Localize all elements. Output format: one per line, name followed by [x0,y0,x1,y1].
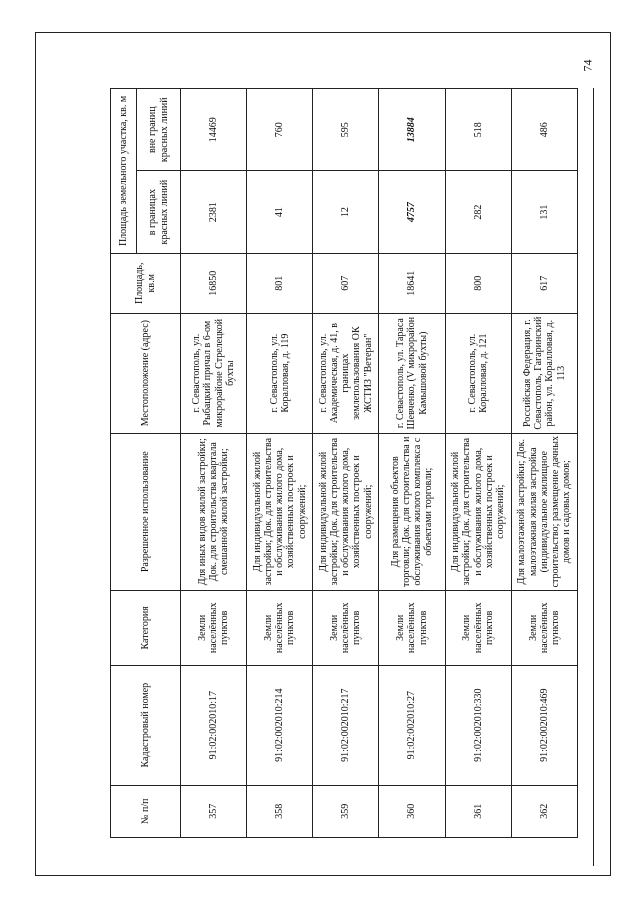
cell-cadastral: 91:02:002010:217 [313,665,379,785]
cell-within: 12 [313,171,379,253]
header-area: Площадь, кв.м [111,253,181,313]
header-num: № п/п [111,785,181,837]
cell-location: Российская Федерация, г. Севастополь, Гагаринский район, ул. Коралловая, д. 113 [511,313,577,433]
header-usage: Разрешенное использование [111,433,181,590]
cell-category: Земли населённых пунктов [313,590,379,665]
cell-usage: Для размещения объектов торговли; Док. для строительства и обслуживания жилого комплекса с объектами торговли; [379,433,445,590]
cell-cadastral: 91:02:002010:17 [181,665,247,785]
table-row [379,89,445,838]
cell-area: 800 [445,253,511,313]
cell-cadastral: 91:02:002010:214 [247,665,313,785]
cell-num: 362 [511,785,577,837]
cell-usage: Для малоэтажной застройки; Док. малоэтажная жилая застройка (индивидуальное жилищное строительство; размещение дачных домов и садовых домов; [511,433,577,590]
cell-usage: Для иных видов жилой застройки; Док. для строительства квартала смешанной жилой застройки; [181,433,247,590]
cell-cadastral: 91:02:002010:330 [445,665,511,785]
cell-category: Земли населённых пунктов [445,590,511,665]
header-location: Местоположение (адрес) [111,313,181,433]
cell-outside: 14469 [181,89,247,171]
cell-area: 16850 [181,253,247,313]
cell-cadastral: 91:02:002010:27 [379,665,445,785]
cell-usage: Для индивидуальной жилой застройки; Док. для строительства и обслуживания жилого дома, хозяйственных построек и сооружений; [313,433,379,590]
table-row [313,89,379,838]
cell-area: 607 [313,253,379,313]
page-number [577,50,599,80]
table-row [511,89,577,838]
cell-within: 131 [511,171,577,253]
cell-outside: 595 [313,89,379,171]
table-row [181,89,247,838]
header-within: в границах красных линий [137,171,181,253]
header-outside: вне границ красных линий [137,89,181,171]
cell-category: Земли населённых пунктов [511,590,577,665]
cell-location: г. Севастополь, ул. Коралловая, д. 119 [247,313,313,433]
header-rule [593,88,594,866]
cell-location: г. Севастополь, ул. Коралловая, д. 121 [445,313,511,433]
cell-category: Земли населённых пунктов [247,590,313,665]
table-row [445,89,511,838]
cell-within: 41 [247,171,313,253]
table-header [111,89,181,838]
cell-area: 18641 [379,253,445,313]
cell-num: 361 [445,785,511,837]
cell-within: 4757 [379,171,445,253]
cell-within: 2381 [181,171,247,253]
cell-outside: 13884 [379,89,445,171]
cell-area: 617 [511,253,577,313]
page-number-text: 74 [580,59,595,71]
header-category: Категория [111,590,181,665]
cell-num: 358 [247,785,313,837]
cell-outside: 760 [247,89,313,171]
cell-num: 359 [313,785,379,837]
header-plot-area: Площадь земельного участка, кв. м [111,89,137,254]
cell-within: 282 [445,171,511,253]
cell-num: 360 [379,785,445,837]
cell-cadastral: 91:02:002010:469 [511,665,577,785]
header-cadastral: Кадастровый номер [111,665,181,785]
cell-usage: Для индивидуальной жилой застройки; Док. для строительства и обслуживания жилого дома, хозяйственных построек и сооружений; [445,433,511,590]
land-plot-table [110,88,578,838]
cell-location: г. Севастополь, ул. Академическая, д. 41, в границах землепользования ОК ЖСТИЗ "Ветеран" [313,313,379,433]
cell-category: Земли населённых пунктов [379,590,445,665]
cell-category: Земли населённых пунктов [181,590,247,665]
table-row [247,89,313,838]
cell-num: 357 [181,785,247,837]
cell-outside: 518 [445,89,511,171]
cell-outside: 486 [511,89,577,171]
cell-usage: Для индивидуальной жилой застройки; Док. для строительства и обслуживания жилого дома, хозяйственных построек и сооружений; [247,433,313,590]
cell-area: 801 [247,253,313,313]
cell-location: г. Севастополь, ул. Рыбацкий причал в 6-ом микрорайоне Стрелецкой бухты [181,313,247,433]
table-body [181,89,578,838]
cell-location: г. Севастополь, ул. Тараса Шевченко, (V микрорайон Камышовой бухты) [379,313,445,433]
